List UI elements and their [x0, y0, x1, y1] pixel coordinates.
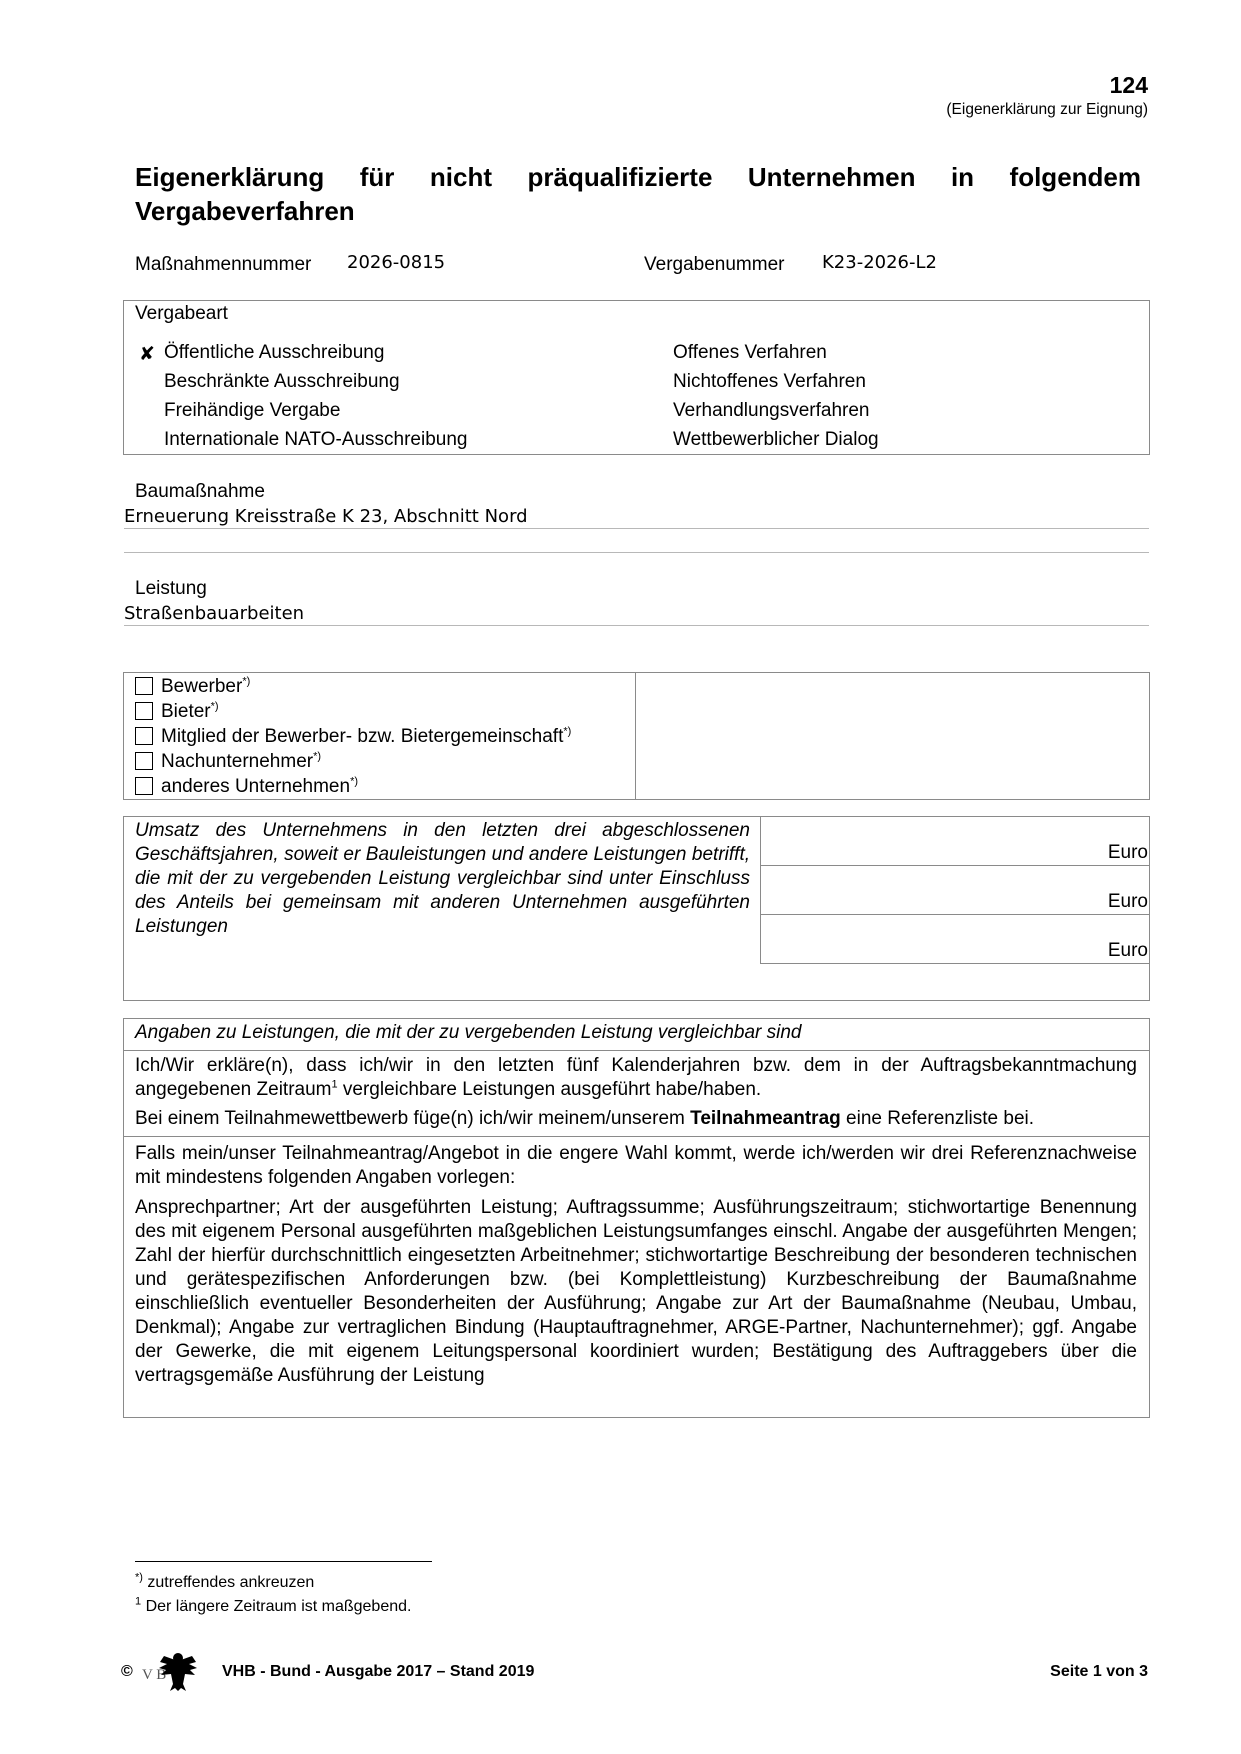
role-bieter[interactable]: Bieter*) — [135, 701, 219, 723]
angaben-sep-1 — [124, 1050, 1149, 1051]
checkbox[interactable] — [135, 752, 153, 770]
angaben-paragraph-1: Ich/Wir erkläre(n), dass ich/wir in den letzten fünf Kalenderjahren bzw. dem in der Auftragsbekanntmachung angegebenen Zeitraum$^1$ vergleichbare Leistungen ausgeführt habe/haben. — [135, 1055, 1137, 1100]
role-box-divider — [635, 672, 636, 800]
option-freihaendige-vergabe[interactable]: Freihändige Vergabe — [164, 400, 341, 421]
footnote-rule — [135, 1561, 432, 1562]
angaben-paragraph-3: Falls mein/unser Teilnahmeantrag/Angebot in die engere Wahl kommt, werde ich/werden wir drei Referenznachweise mit mindestens folgenden Angaben vorlegen: — [135, 1143, 1137, 1188]
vergabeart-heading: Vergabeart — [135, 303, 228, 324]
umsatz-year3-euro[interactable]: Euro — [1107, 940, 1148, 961]
massnahme-label: Maßnahmennummer — [135, 254, 312, 275]
checkbox[interactable] — [135, 702, 153, 720]
checkbox[interactable] — [135, 727, 153, 745]
leistung-field[interactable]: Straßenbauarbeiten — [124, 603, 1149, 626]
page-indicator: Seite 1 von 3 — [1050, 1663, 1148, 1680]
option-nichtoffenes-verfahren[interactable]: Nichtoffenes Verfahren — [673, 371, 866, 392]
vergabe-label: Vergabenummer — [644, 254, 785, 275]
umsatz-year1-euro[interactable]: Euro — [1107, 842, 1148, 863]
role-anderes-unternehmen[interactable]: anderes Unternehmen*) — [135, 776, 358, 798]
umsatz-line-1 — [760, 865, 1150, 866]
vergabe-value[interactable]: K23-2026-L2 — [822, 252, 937, 273]
umsatz-line-3 — [760, 963, 1150, 964]
copyright-mark: © — [121, 1663, 133, 1680]
baumassnahme-field[interactable]: Erneuerung Kreisstraße K 23, Abschnitt Nord — [124, 506, 1149, 529]
logo-letters: V B — [142, 1667, 167, 1683]
umsatz-divider — [760, 816, 761, 964]
option-offenes-verfahren[interactable]: Offenes Verfahren — [673, 342, 827, 363]
option-wettbewerblicher-dialog[interactable]: Wettbewerblicher Dialog — [673, 429, 879, 450]
umsatz-line-2 — [760, 914, 1150, 915]
footnote-1: *) zutreffendes ankreuzen — [135, 1571, 315, 1591]
leistung-label: Leistung — [135, 578, 207, 599]
angaben-paragraph-2: Bei einem Teilnahmewettbewerb füge(n) ich/wir meinem/unserem Teilnahmeantrag eine Referenzliste bei. — [135, 1108, 1035, 1129]
massnahme-value[interactable]: 2026-0815 — [347, 252, 446, 273]
option-verhandlungsverfahren[interactable]: Verhandlungsverfahren — [673, 400, 870, 421]
edition-label: VHB - Bund - Ausgabe 2017 – Stand 2019 — [222, 1663, 535, 1680]
role-mitglied[interactable]: Mitglied der Bewerber- bzw. Bietergemeinschaft*) — [135, 726, 571, 748]
form-subtitle: (Eigenerklärung zur Eignung) — [946, 101, 1148, 118]
role-nachunternehmer[interactable]: Nachunternehmer*) — [135, 751, 321, 773]
footnote-2: $^1$ Der längere Zeitraum ist maßgebend. — [135, 1595, 412, 1615]
umsatz-text: Umsatz des Unternehmens in den letzten drei abgeschlossenen Geschäftsjahren, soweit er Bauleistungen und andere Leistungen betrifft, die mit der zu vergebenden Leistung vergleichbar sind unter Einschluss des Anteils bei gemeinsam mit anderen Unternehmen ausgeführten Leistungen — [135, 820, 750, 937]
checkbox[interactable] — [135, 777, 153, 795]
umsatz-year2-euro[interactable]: Euro — [1107, 891, 1148, 912]
eagle-logo-icon — [140, 1648, 216, 1692]
option-oeffentliche-ausschreibung[interactable]: Öffentliche Ausschreibung — [164, 342, 385, 363]
angaben-heading: Angaben zu Leistungen, die mit der zu vergebenden Leistung vergleichbar sind — [135, 1022, 802, 1043]
role-bewerber[interactable]: Bewerber*) — [135, 676, 250, 698]
option-nato-ausschreibung[interactable]: Internationale NATO-Ausschreibung — [164, 429, 468, 450]
baumassnahme-label: Baumaßnahme — [135, 481, 265, 502]
angaben-sep-2 — [124, 1136, 1149, 1137]
page-title: Eigenerklärung für nicht präqualifizierte Unternehmen in folgendem Vergabeverfahren — [135, 162, 1141, 226]
form-number: 124 — [1109, 72, 1148, 98]
selected-mark-icon[interactable]: ✘ — [139, 344, 155, 365]
baumassnahme-field-line2[interactable] — [124, 530, 1149, 553]
option-beschraenkte-ausschreibung[interactable]: Beschränkte Ausschreibung — [164, 371, 400, 392]
angaben-paragraph-4: Ansprechpartner; Art der ausgeführten Leistung; Auftragssumme; Ausführungszeitraum; stichwortartige Benennung des mit eigenem Personal ausgeführten maßgeblichen Leistungsumfanges einschl. Angabe der ausgeführten Mengen; Zahl der hierfür durchschnittlich eingesetzten Arbeitnehmer; stichwortartige Beschreibung der besonderen technischen und gerätespezifischen Anforderungen bzw. (bei Komplettleistung) Kurzbeschreibung der Baumaßnahme einschließlich eventueller Besonderheiten der Ausführung; Angabe zur Art der Baumaßnahme (Neubau, Umbau, Denkmal); Angabe zur vertraglichen Bindung (Hauptauftragnehmer, ARGE-Partner, Nachunternehmer); ggf. Angabe der Gewerke, die mit eigenem Leitungspersonal koordiniert wurden; Bestätigung des Auftraggebers über die vertragsgemäße Ausführung der Leistung — [135, 1197, 1137, 1386]
checkbox[interactable] — [135, 677, 153, 695]
